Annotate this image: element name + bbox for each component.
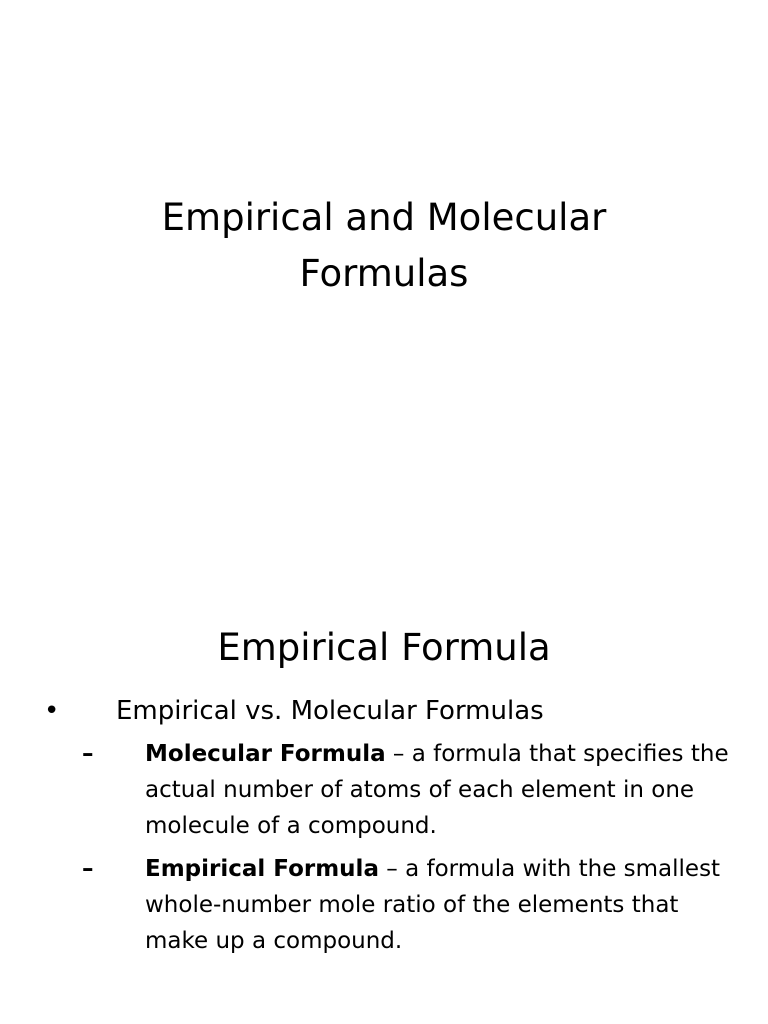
bullet-text: Empirical vs. Molecular Formulas — [116, 696, 544, 726]
slide-1-title-line-1: Empirical and Molecular — [161, 196, 607, 239]
sub-bullet-text — [145, 736, 745, 844]
sub-bullet-text — [145, 851, 745, 959]
bullet-marker: • — [44, 696, 60, 726]
bullet-item — [0, 691, 768, 731]
term-molecular-formula: Molecular Formula — [145, 741, 386, 767]
slide-1-title — [0, 190, 768, 302]
slide-2 — [0, 576, 768, 1024]
definition-molecular-formula: – a formula that specifies the actual number of atoms of each element in one molecule of a compound. — [145, 741, 729, 839]
sub-bullet-marker: – — [82, 741, 94, 767]
definition-empirical-formula: – a formula with the smallest whole-number mole ratio of the elements that make up a compound. — [145, 856, 721, 954]
slide-1-title-line-2: Formulas — [299, 252, 469, 295]
sub-bullet-marker: – — [82, 856, 94, 882]
term-empirical-formula: Empirical Formula — [145, 856, 379, 882]
slide-2-title: Empirical Formula — [217, 626, 551, 669]
